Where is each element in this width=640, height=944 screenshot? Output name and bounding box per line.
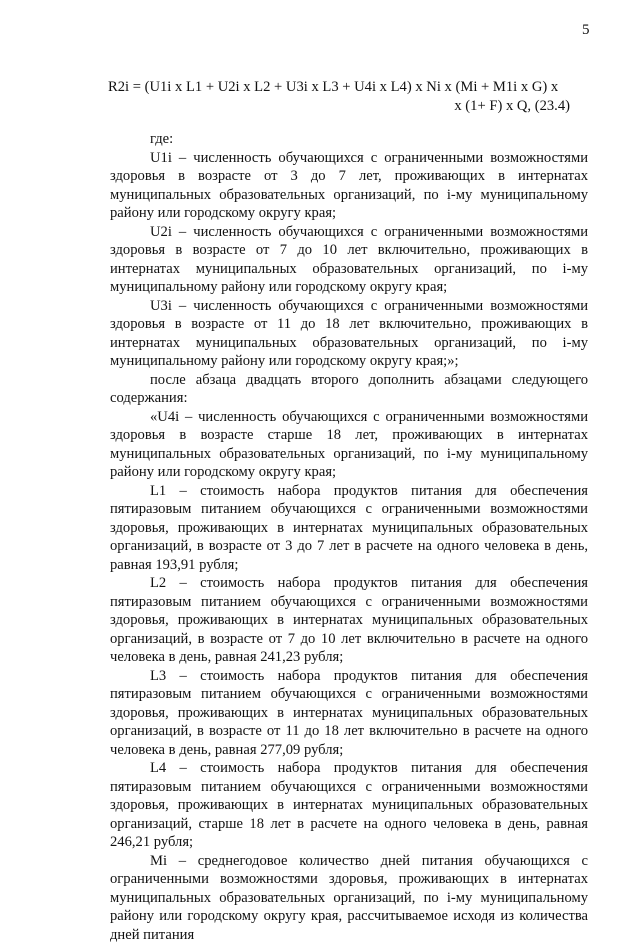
paragraph-l4: L4 – стоимость набора продуктов питания для обеспечения пятиразовым питанием обучающихся с ограниченными возможностями здоровья, проживающих в интернатах муниципальных образовательных организаций, старше 18 лет в расчете на одного человека в день, равная 246,21 рубля; [110,759,588,852]
formula-line-1: R2i = (U1i x L1 + U2i x L2 + U3i x L3 + U4i x L4) x Ni x (Mi + M1i x G) x [108,78,578,97]
page-number: 5 [582,22,590,39]
formula-line-2: x (1+ F) x Q, (23.4) [108,97,578,116]
paragraph-amendment: после абзаца двадцать второго дополнить абзацами следующего содержания: [110,371,588,408]
paragraph-u1i: U1i – численность обучающихся с ограниченными возможностями здоровья в возрасте от 3 до 7 лет, проживающих в интернатах муниципальных образовательных организаций, по i-му муниципальному району или городскому округу края; [110,149,588,223]
paragraph-l2: L2 – стоимость набора продуктов питания для обеспечения пятиразовым питанием обучающихся с ограниченными возможностями здоровья, проживающих в интернатах муниципальных образовательных организаций, в возрасте от 7 до 10 лет включительно в расчете на одного человека в день, равная 241,23 рубля; [110,574,588,667]
formula [108,78,578,116]
document-body [110,130,588,944]
paragraph-l3: L3 – стоимость набора продуктов питания для обеспечения пятиразовым питанием обучающихся с ограниченными возможностями здоровья, проживающих в интернатах муниципальных образовательных организаций, в возрасте от 11 до 18 лет включительно в расчете на одного человека в день, равная 277,09 рубля; [110,667,588,760]
paragraph-u3i: U3i – численность обучающихся с ограниченными возможностями здоровья в возрасте от 11 до 18 лет включительно, проживающих в интернатах муниципальных образовательных организаций, по i-му муниципальному району или городскому округу края;»; [110,297,588,371]
paragraph-u2i: U2i – численность обучающихся с ограниченными возможностями здоровья в возрасте от 7 до 10 лет включительно, проживающих в интернатах муниципальных образовательных организаций, по i-му муниципальному району или городскому округу края; [110,223,588,297]
paragraph-where: где: [110,130,588,149]
paragraph-l1: L1 – стоимость набора продуктов питания для обеспечения пятиразовым питанием обучающихся с ограниченными возможностями здоровья, проживающих в интернатах муниципальных образовательных организаций, в возрасте от 3 до 7 лет в расчете на одного человека в день, равная 193,91 рубля; [110,482,588,575]
paragraph-mi: Mi – среднегодовое количество дней питания обучающихся с ограниченными возможностями здоровья, проживающих в интернатах муниципальных образовательных организаций, по i-му муниципальному району или городскому округу края, рассчитываемое исходя из количества дней питания [110,852,588,944]
paragraph-u4i: «U4i – численность обучающихся с ограниченными возможностями здоровья в возрасте старше 18 лет, проживающих в интернатах муниципальных образовательных организаций, по i-му муниципальному району или городскому округу края; [110,408,588,482]
